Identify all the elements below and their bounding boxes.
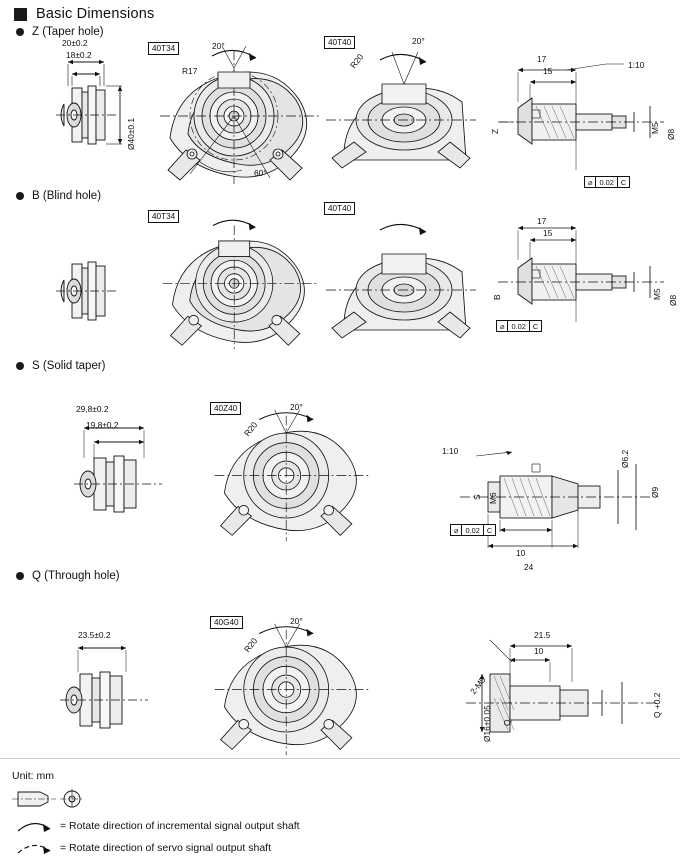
section-label-text: Q (Through hole) <box>32 570 120 582</box>
page-title: Basic Dimensions <box>36 6 155 22</box>
legend-servo-text: = Rotate direction of servo signal output shaft <box>60 842 271 854</box>
z-dim-18: 18±0.2 <box>66 50 92 60</box>
bullet-icon <box>16 362 24 370</box>
q-sec-dim-10: 10 <box>534 646 544 656</box>
z-front-angle2: 60° <box>254 168 267 178</box>
z-sec-dim-ratio: 1:10 <box>628 60 645 70</box>
s-dim-198: 19,8±0.2 <box>86 420 119 430</box>
unit-note: Unit: mm <box>12 770 54 782</box>
b-sec-dim-d8: Ø8 <box>668 294 678 306</box>
section-label-z <box>16 26 104 38</box>
rotate-arrow-servo-icon <box>14 840 54 856</box>
z-sec-dim-17: 17 <box>537 54 547 64</box>
q-sec-dim-d16: Ø16±0.05 <box>482 705 492 742</box>
gtol-value: 0.02 <box>508 321 529 331</box>
s-dim-298: 29,8±0.2 <box>76 404 109 414</box>
q-front-view <box>212 620 372 760</box>
bullet-icon <box>16 28 24 36</box>
s-sec-dim-10: 10 <box>516 548 526 558</box>
b-sec-dim-15: 15 <box>543 228 553 238</box>
gtol-value: 0.02 <box>462 525 483 535</box>
gtol-value: 0.02 <box>596 177 617 187</box>
s-gtol-box <box>450 524 496 536</box>
z-front-radius: R17 <box>182 66 198 76</box>
gtol-datum: C <box>486 525 493 535</box>
section-label-text: B (Blind hole) <box>32 190 102 202</box>
section-label-b <box>16 190 101 202</box>
page-title-block <box>14 6 154 22</box>
s-sec-dim-d62: Ø6.2 <box>620 449 630 468</box>
section-label-text: S (Solid taper) <box>32 360 106 372</box>
bullet-icon <box>16 572 24 580</box>
z-iso-angle: 20° <box>412 36 425 46</box>
z-iso-tag: 40T40 <box>324 36 355 49</box>
gtol-symbol: ⌀ <box>451 525 462 535</box>
gtol-datum: C <box>532 321 539 331</box>
z-dim-d40: Ø40±0.1 <box>126 117 136 150</box>
z-sec-dim-15: 15 <box>543 66 553 76</box>
s-front-angle: 20° <box>290 402 303 412</box>
z-front-tag: 40T34 <box>148 42 179 55</box>
z-front-view <box>160 42 320 187</box>
z-sec-dim-d8: Ø8 <box>666 128 676 140</box>
legend-incremental-text: = Rotate direction of incremental signal output shaft <box>60 820 300 832</box>
b-sec-dim-m5: M5 <box>652 288 662 300</box>
s-sec-label-s: S <box>472 494 482 500</box>
footer-divider <box>0 758 680 759</box>
b-front-tag: 40T34 <box>148 210 179 223</box>
s-sec-dim-24: 24 <box>524 562 534 572</box>
s-sec-dim-d9: Ø9 <box>650 486 660 498</box>
z-gtol-box <box>584 176 630 188</box>
b-iso-tag: 40T40 <box>324 202 355 215</box>
z-sec-dim-m5: M5 <box>650 122 660 134</box>
s-front-tag: 40Z40 <box>210 402 241 415</box>
s-sec-ratio: 1:10 <box>442 446 459 456</box>
q-side-view <box>56 638 166 748</box>
q-sec-dim-qplus: Q +0.2 <box>652 692 662 718</box>
gtol-symbol: ⌀ <box>585 177 596 187</box>
q-dim-235: 23.5±0.2 <box>78 630 111 640</box>
b-iso-view <box>326 212 476 342</box>
s-side-view <box>70 418 180 528</box>
s-front-radius: R20 <box>242 419 260 439</box>
q-front-angle: 20° <box>290 616 303 626</box>
z-dim-20: 20±0.2 <box>62 38 88 48</box>
b-front-view <box>160 212 320 352</box>
q-sec-dim-215: 21.5 <box>534 630 551 640</box>
black-square-icon <box>14 8 27 21</box>
z-iso-radius: R20 <box>348 51 366 71</box>
z-sec-label-z: Z <box>490 128 500 134</box>
b-gtol-box <box>496 320 542 332</box>
q-sec-dim-q: Q <box>502 719 512 726</box>
gtol-symbol: ⌀ <box>497 321 508 331</box>
b-side-view <box>46 228 151 338</box>
s-front-view <box>212 406 372 546</box>
gtol-datum: C <box>620 177 627 187</box>
s-sec-dim-m6: M6 <box>488 492 498 504</box>
section-label-text: Z (Taper hole) <box>32 26 104 38</box>
q-front-radius: R20 <box>242 635 260 655</box>
q-front-tag: 40G40 <box>210 616 243 629</box>
section-label-q <box>16 570 120 582</box>
taper-shaft-icon <box>12 788 92 810</box>
rotate-arrow-incremental-icon <box>14 818 54 834</box>
section-label-s <box>16 360 106 372</box>
b-sec-label-b: B <box>492 294 502 300</box>
q-sec-dim-2m5: 2-M5 <box>468 674 488 697</box>
bullet-icon <box>16 192 24 200</box>
b-sec-dim-17: 17 <box>537 216 547 226</box>
z-front-angle: 20° <box>212 41 225 51</box>
